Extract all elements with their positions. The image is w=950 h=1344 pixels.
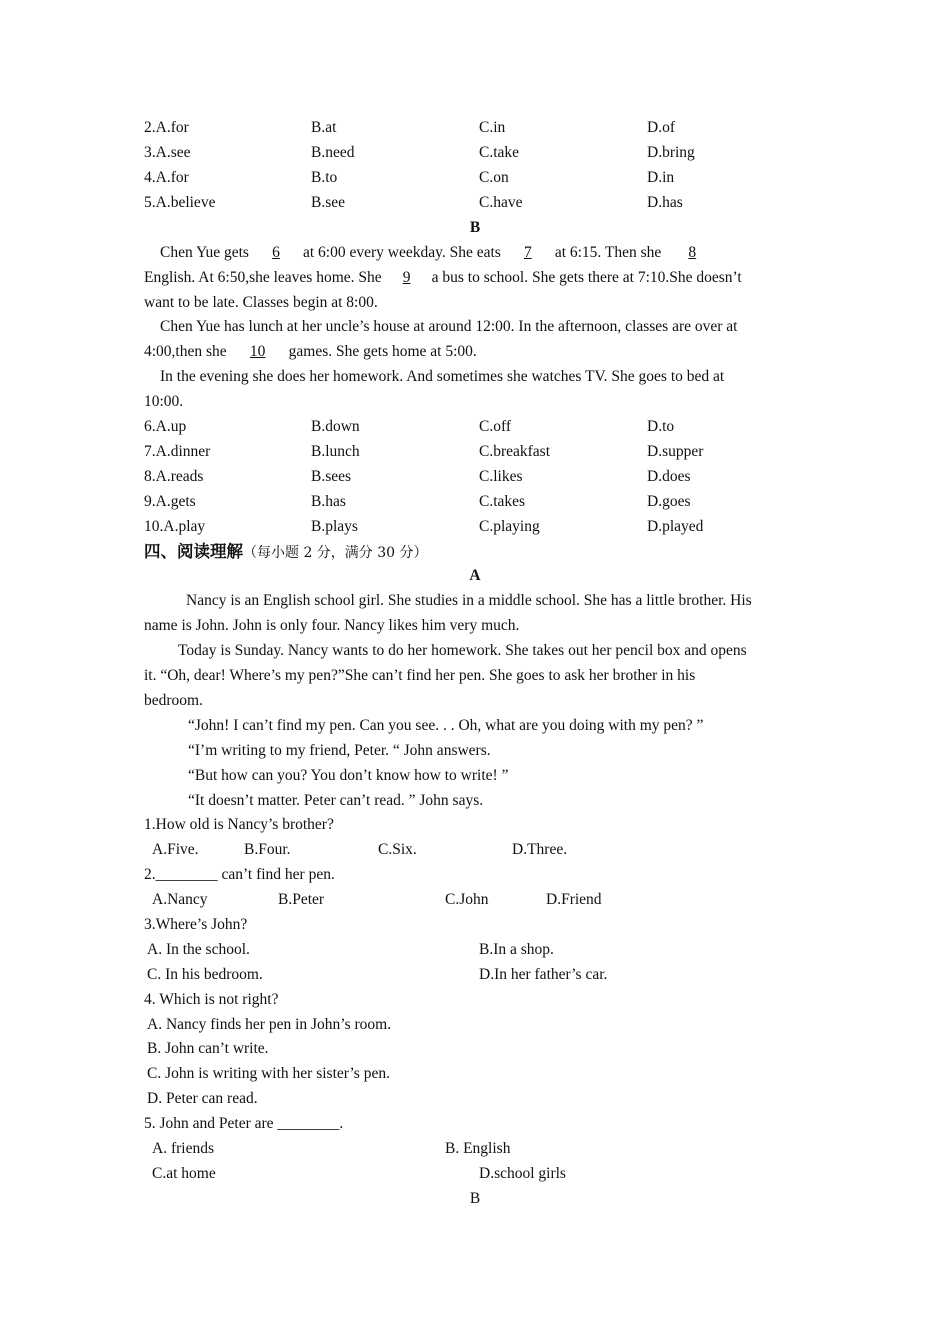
- option-3d: D.bring: [647, 144, 695, 161]
- q5-option-c: C.at home: [152, 1165, 216, 1182]
- option-7c: C.breakfast: [479, 443, 551, 460]
- readingB-heading: B: [469, 1190, 481, 1207]
- option-10b: B.plays: [311, 518, 358, 535]
- passage-line: “I’m writing to my friend, Peter. “ John answers.: [188, 742, 491, 759]
- option-2c: C.in: [479, 119, 506, 136]
- question-4-stem: 4. Which is not right?: [144, 991, 279, 1008]
- option-6c: C.off: [479, 418, 512, 435]
- option-8a: 8.A.reads: [144, 468, 204, 485]
- readingA-heading: A: [469, 567, 481, 584]
- q4-option-d: D. Peter can read.: [147, 1090, 258, 1107]
- clozeB-heading: B: [469, 219, 481, 236]
- clozeB-line-7: 10:00.: [144, 393, 184, 410]
- blank-7: 7: [523, 244, 532, 261]
- q1-option-c: C.Six.: [378, 841, 417, 858]
- text: at 6:00 every weekday. She eats: [302, 244, 501, 261]
- option-7b: B.lunch: [311, 443, 360, 460]
- option-10a: 10.A.play: [144, 518, 206, 535]
- option-3a: 3.A.see: [144, 144, 191, 161]
- section-title-main: 四、阅读理解: [144, 542, 243, 561]
- q2-option-c: C.John: [445, 891, 489, 908]
- option-6b: B.down: [311, 418, 360, 435]
- option-10d: D.played: [647, 518, 704, 535]
- option-4d: D.in: [647, 169, 675, 186]
- q3-option-d: D.In her father’s car.: [479, 966, 608, 983]
- question-2-stem: 2.________ can’t find her pen.: [144, 866, 335, 883]
- text: at 6:15. Then she: [554, 244, 662, 261]
- passage-line: name is John. John is only four. Nancy likes him very much.: [144, 617, 520, 634]
- clozeB-line-6: In the evening she does her homework. And sometimes she watches TV. She goes to bed at: [160, 368, 725, 385]
- blank-9: 9: [402, 269, 411, 286]
- option-9d: D.goes: [647, 493, 691, 510]
- option-9c: C.takes: [479, 493, 526, 510]
- option-5b: B.see: [311, 194, 346, 211]
- question-3-stem: 3.Where’s John?: [144, 916, 248, 933]
- option-2a: 2.A.for: [144, 119, 189, 136]
- clozeB-line-1: [160, 243, 723, 263]
- q5-option-d: D.school girls: [479, 1165, 566, 1182]
- passage-line: “But how can you? You don’t know how to write! ”: [188, 767, 509, 784]
- option-3b: B.need: [311, 144, 355, 161]
- passage-line: “It doesn’t matter. Peter can’t read. ” John says.: [188, 792, 484, 809]
- question-5-stem: 5. John and Peter are ________.: [144, 1115, 344, 1132]
- blank-10: 10: [249, 343, 266, 360]
- option-7a: 7.A.dinner: [144, 443, 211, 460]
- q1-option-a: A.Five.: [152, 841, 199, 858]
- option-6a: 6.A.up: [144, 418, 187, 435]
- q4-option-a: A. Nancy finds her pen in John’s room.: [147, 1016, 392, 1033]
- text: games. She gets home at 5:00.: [288, 343, 477, 360]
- q2-option-b: B.Peter: [278, 891, 325, 908]
- option-6d: D.to: [647, 418, 675, 435]
- option-4c: C.on: [479, 169, 509, 186]
- section-title: [144, 542, 428, 563]
- section-title-note: （每小题 2 分，满分 30 分）: [243, 545, 428, 561]
- clozeB-line-4: Chen Yue has lunch at her uncle’s house at around 12:00. In the afternoon, classes are over at: [160, 318, 738, 335]
- q5-option-a: A. friends: [152, 1140, 214, 1157]
- q5-option-b: B. English: [445, 1140, 511, 1157]
- passage-line: bedroom.: [144, 692, 203, 709]
- text: 4:00,then she: [144, 343, 227, 360]
- option-7d: D.supper: [647, 443, 704, 460]
- q1-option-b: B.Four.: [244, 841, 291, 858]
- q1-option-d: D.Three.: [512, 841, 568, 858]
- option-4b: B.to: [311, 169, 338, 186]
- option-8d: D.does: [647, 468, 691, 485]
- q2-option-a: A.Nancy: [152, 891, 208, 908]
- text: a bus to school. She gets there at 7:10.She doesn’t: [431, 269, 742, 286]
- blank-6: 6: [272, 244, 280, 261]
- clozeB-line-5: [144, 342, 477, 362]
- option-9b: B.has: [311, 493, 346, 510]
- option-8c: C.likes: [479, 468, 523, 485]
- option-5d: D.has: [647, 194, 683, 211]
- q2-option-d: D.Friend: [546, 891, 602, 908]
- text: English. At 6:50,she leaves home. She: [144, 269, 382, 286]
- question-1-stem: 1.How old is Nancy’s brother?: [144, 816, 334, 833]
- option-8b: B.sees: [311, 468, 352, 485]
- passage-line: Nancy is an English school girl. She studies in a middle school. She has a little brother. His: [186, 592, 752, 609]
- q4-option-c: C. John is writing with her sister’s pen.: [147, 1065, 390, 1082]
- option-5c: C.have: [479, 194, 523, 211]
- option-9a: 9.A.gets: [144, 493, 196, 510]
- text: Chen Yue gets: [160, 244, 249, 261]
- q3-option-c: C. In his bedroom.: [147, 966, 263, 983]
- option-2d: D.of: [647, 119, 675, 136]
- option-2b: B.at: [311, 119, 337, 136]
- option-4a: 4.A.for: [144, 169, 189, 186]
- blank-8: 8: [688, 244, 697, 261]
- q3-option-b: B.In a shop.: [479, 941, 554, 958]
- option-3c: C.take: [479, 144, 520, 161]
- clozeB-line-3: want to be late. Classes begin at 8:00.: [144, 294, 378, 311]
- option-5a: 5.A.believe: [144, 194, 216, 211]
- clozeB-line-2: [144, 268, 742, 288]
- q4-option-b: B. John can’t write.: [147, 1040, 269, 1057]
- passage-line: “John! I can’t find my pen. Can you see. . . Oh, what are you doing with my pen? ”: [188, 717, 704, 734]
- option-10c: C.playing: [479, 518, 540, 535]
- passage-line: Today is Sunday. Nancy wants to do her homework. She takes out her pencil box and opens: [178, 642, 747, 659]
- passage-line: it. “Oh, dear! Where’s my pen?”She can’t find her pen. She goes to ask her brother in his: [144, 667, 696, 684]
- q3-option-a: A. In the school.: [147, 941, 250, 958]
